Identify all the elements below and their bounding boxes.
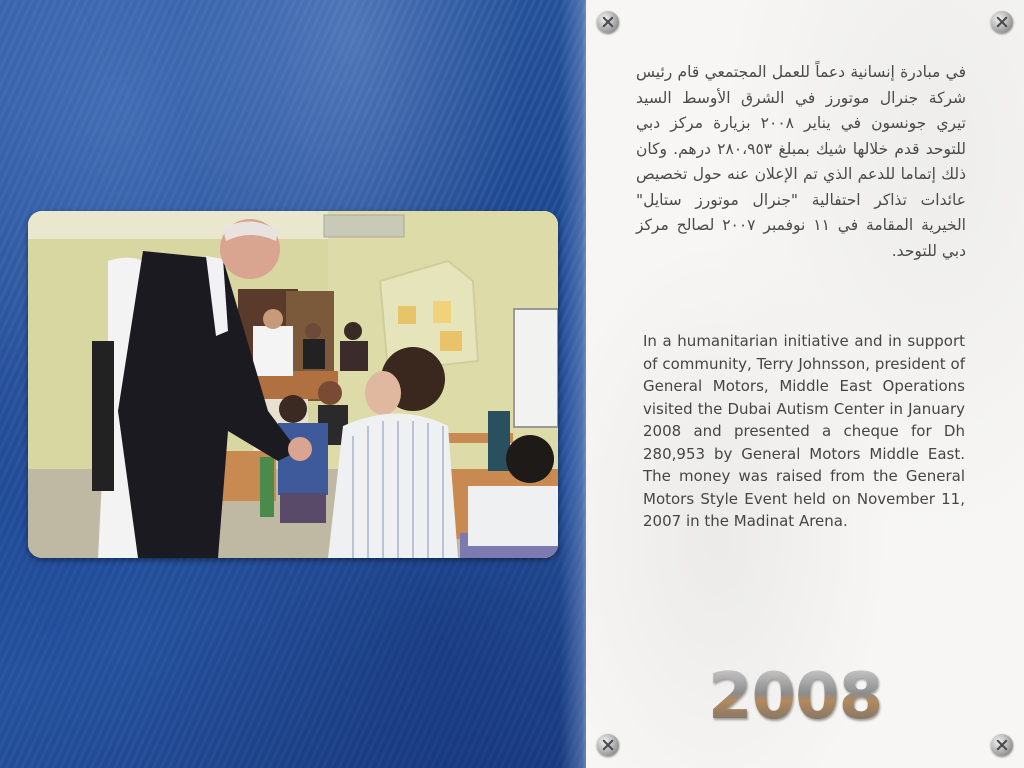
- arabic-paragraph: في مبادرة إنسانية دعماً للعمل المجتمعي قام رئيس شركة جنرال موتورز في الشرق الأوسط السيد تيري جونسون في يناير ٢٠٠٨ بزيارة مركز دبي للتوحد قدم خلالها شيك بمبلغ ٢٨٠،٩٥٣ درهم. وكان ذلك إتماما للدعم الذي تم الإعلان عنه حول تخصيص عائدات تذاكر احتفالية "جنرال موتورز ستايل" الخيرية المقامة في ١١ نوفمبر ٢٠٠٧ لصالح مركز دبي للتوحد.: [636, 63, 966, 260]
- screw-top-right: [991, 11, 1013, 33]
- screw-top-left: [597, 11, 619, 33]
- screw-bottom-right: [991, 734, 1013, 756]
- english-paragraph: In a humanitarian initiative and in support of community, Terry Johnsson, president of General Motors, Middle East Operations visited the Dubai Autism Center in January 2008 and presented a cheque for Dh 280,953 by General Motors Middle East. The money was raised from the General Motors Style Event held on November 11, 2007 in the Madinat Arena.: [643, 332, 965, 530]
- event-photo: [28, 211, 558, 558]
- screw-bottom-left: [597, 734, 619, 756]
- year-heading: 2008: [708, 660, 883, 734]
